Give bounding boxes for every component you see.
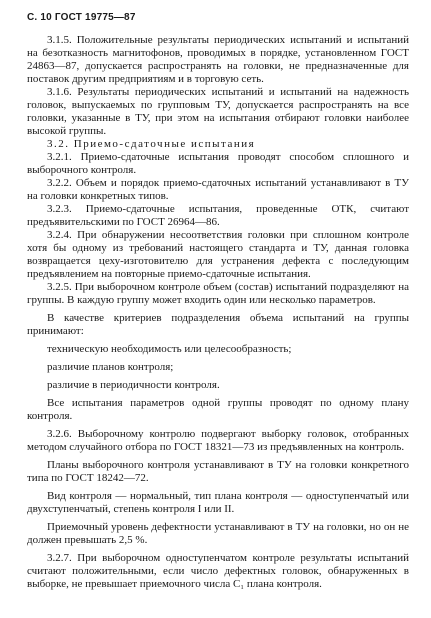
criteria-item-periodicity: различие в периодичности контроля. [47,379,220,391]
paragraph-3-2-3: 3.2.3. Приемо-сдаточные испытания, проведенные ОТК, считают предъявительскими по ГОСТ 26964—86. [27,203,409,228]
paragraph-3-2-7: 3.2.7. При выборочном одноступенчатом контроле результаты испытаний считают положительными, если число дефектных головок, обнаруженных в выборке, не превышает приемочного числа C₁ плана контроля. [27,552,409,590]
paragraph-3-2-1: 3.2.1. Приемо-сдаточные испытания проводят способом сплошного и выборочного контроля. [27,151,409,176]
paragraph-3-2-6: 3.2.6. Выборочному контролю подвергают выборку головок, отобранных методом случайного отбора по ГОСТ 18321—73 из предъявленных на контроль. [27,428,409,453]
paragraph-one-plan: Все испытания параметров одной группы проводят по одному плану контроля. [27,397,409,422]
paragraph-criteria-intro: В качестве критериев подразделения объема испытаний на группы принимают: [27,312,409,337]
page-header: С. 10 ГОСТ 19775—87 [27,12,136,23]
criteria-item-plans: различие планов контроля; [47,361,174,373]
paragraph-defect-level: Приемочный уровень дефектности устанавливают в ТУ на головки, но он не должен превышать 2,5 %. [27,521,409,546]
paragraph-3-1-6: 3.1.6. Результаты периодических испытаний и испытаний на надежность головок, выпускаемых по групповым ТУ, допускается распространять на все головки, указанные в ТУ, при этом на испытания отбирают головки наиболее высокой группы. [27,86,409,137]
paragraph-3-1-5: 3.1.5. Положительные результаты периодических испытаний и испытаний на безотказность магнитофонов, проводимых в порядке, установленном ГОСТ 24863—87, допускается распространять на головки, не предназначенные для поставок другим предприятиям и в торговую сеть. [27,34,409,85]
section-heading-3-2: 3.2. Приемо-сдаточные испытания [47,138,256,150]
paragraph-3-2-4: 3.2.4. При обнаружении несоответствия головки при сплошном контроле хотя бы одному из требований настоящего стандарта и ТУ, данная головка возвращается цеху-изготовителю для устранения дефекта с последующим предъявлением на повторные приемо-сдаточные испытания. [27,229,409,280]
document-body [27,34,409,591]
paragraph-3-2-2: 3.2.2. Объем и порядок приемо-сдаточных испытаний устанавливают в ТУ на головки конкретных типов. [27,177,409,202]
criteria-item-necessity: техническую необходимость или целесообразность; [47,343,292,355]
paragraph-3-2-5: 3.2.5. При выборочном контроле объем (состав) испытаний подразделяют на группы. В каждую группу может входить один или несколько параметров. [27,281,409,306]
paragraph-sampling-plans: Планы выборочного контроля устанавливают в ТУ на головки конкретного типа по ГОСТ 18242—72. [27,459,409,484]
paragraph-control-type: Вид контроля — нормальный, тип плана контроля — одноступенчатый или двухступенчатый, степень контроля I или II. [27,490,409,515]
